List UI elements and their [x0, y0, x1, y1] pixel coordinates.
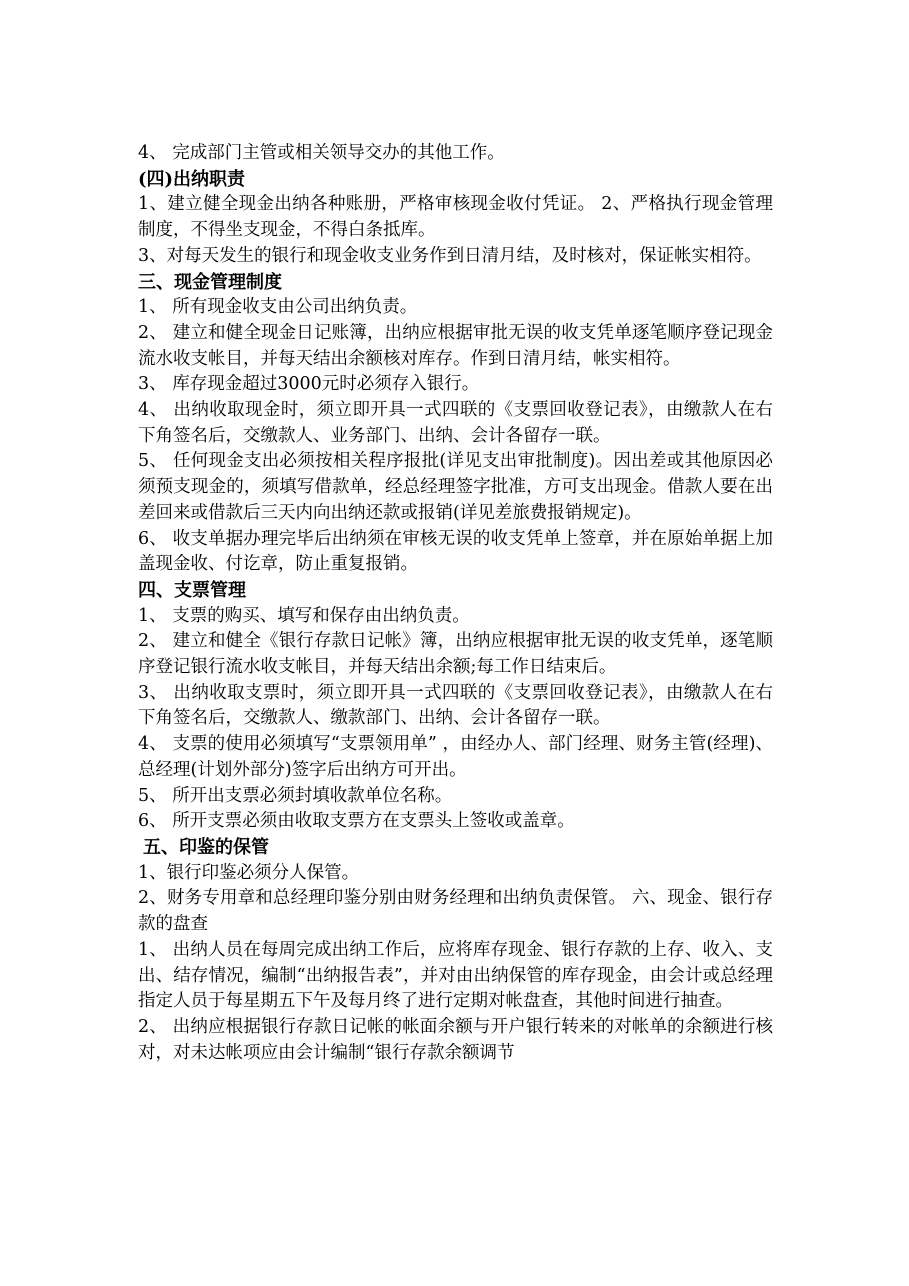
paragraph: 3、对每天发生的银行和现金收支业务作到日清月结，及时核对，保证帐实相符。 — [138, 245, 762, 266]
paragraph: 4、 出纳收取现金时，须立即开具一式四联的《支票回收登记表》，由缴款人在右下角签名后，交缴款人、业务部门、出纳、会计各留存一联。 — [138, 400, 773, 446]
paragraph: 1、 出纳人员在每周完成出纳工作后，应将库存现金、银行存款的上存、收入、支出、结存情况，编制“出纳报告表”，并对由出纳保管的库存现金，由会计或总经理指定人员于每星期五下午及每月终了进行定期对帐盘查，其他时间进行抽查。 — [138, 939, 773, 1012]
document-page — [138, 141, 773, 1066]
paragraph: 2、财务专用章和总经理印鉴分别由财务经理和出纳负责保管。 六、现金、银行存款的盘查 — [138, 888, 773, 935]
paragraph: 6、 收支单据办理完毕后出纳须在审核无误的收支凭单上签章，并在原始单据上加盖现金收、付讫章，防止重复报销。 — [138, 528, 773, 575]
paragraph: 2、 建立和健全《银行存款日记帐》簿，出纳应根据审批无误的收支凭单，逐笔顺序登记银行流水收支帐目，并每天结出余额;每工作日结束后。 — [138, 631, 773, 678]
section-heading: (四)出纳职责 — [138, 168, 246, 190]
section-heading: 五、印鉴的保管 — [143, 836, 269, 858]
paragraph: 1、 所有现金收支由公司出纳负责。 — [138, 297, 418, 318]
paragraph: 4、 支票的使用必须填写“支票领用单” ，由经办人、部门经理、财务主管(经理)、总经理(计划外部分)签字后出纳方可开出。 — [138, 734, 773, 780]
paragraph: 4、 完成部门主管或相关领导交办的其他工作。 — [138, 143, 505, 163]
paragraph: 1、建立健全现金出纳各种账册，严格审核现金收付凭证。 2、严格执行现金管理制度，不得坐支现金，不得白条抵库。 — [138, 194, 773, 241]
paragraph: 2、 建立和健全现金日记账簿，出纳应根据审批无误的收支凭单逐笔顺序登记现金流水收支帐目，并每天结出余额核对库存。作到日清月结，帐实相符。 — [138, 322, 773, 369]
paragraph: 2、 出纳应根据银行存款日记帐的帐面余额与开户银行转来的对帐单的余额进行核对，对未达帐项应由会计编制“银行存款余额调节 — [138, 1016, 773, 1063]
section-heading: 三、现金管理制度 — [138, 271, 282, 293]
paragraph: 5、 所开出支票必须封填收款单位名称。 — [138, 785, 453, 806]
paragraph: 1、 支票的购买、填写和保存由出纳负责。 — [138, 605, 470, 626]
paragraph: 3、 出纳收取支票时，须立即开具一式四联的《支票回收登记表》，由缴款人在右下角签名后，交缴款人、缴款部门、出纳、会计各留存一联。 — [138, 682, 773, 729]
section-heading: 四、支票管理 — [138, 579, 246, 601]
paragraph: 5、 任何现金支出必须按相关程序报批(详见支出审批制度)。因出差或其他原因必须预支现金的，须填写借款单，经总经理签字批准，方可支出现金。借款人要在出差回来或借款后三天内向出纳还款或报销(详见差旅费报销规定)。 — [138, 451, 773, 523]
paragraph: 1、银行印鉴必须分人保管。 — [138, 862, 360, 883]
paragraph: 3、 库存现金超过3000元时必须存入银行。 — [138, 374, 480, 395]
paragraph: 6、 所开支票必须由收取支票方在支票头上签收或盖章。 — [138, 811, 575, 832]
